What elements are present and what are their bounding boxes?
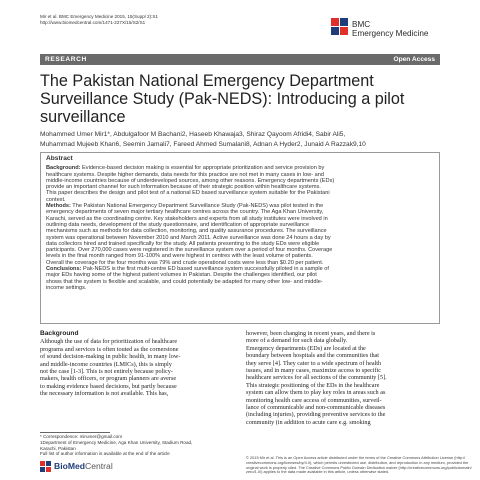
bmc-emergency-medicine-logo: [330, 14, 440, 44]
background-label: Background:: [46, 165, 81, 172]
body-line: to making evidence based decisions, but partly because: [40, 382, 177, 390]
correspondence-note[interactable]: * Correspondence: mirumer@gmail.com: [40, 434, 123, 439]
citation-url[interactable]: http://www.biomedcentral.com/1471-227X/15/S2/S1: [40, 20, 146, 25]
body-line: system can allow them to play key roles in areas such as: [246, 389, 386, 397]
author-line: Muhammad Mujeeb Khan6, Seemin Jamali7, Fareed Ahmed Sumalani8, Adnan A Hyder2, Junaid A Razzak9,10: [40, 140, 366, 148]
body-line: monitoring health care access of communities, surveil-: [246, 396, 382, 404]
abstract-line: outlining data needs, development of the study questionnaire, and identification of appropriate surveillance: [46, 221, 310, 228]
affiliation-note: 1Department of Emergency Medicine, Aga Khan University, Stadium Road,: [40, 439, 193, 445]
abstract-conclusions: [46, 266, 434, 291]
author-line: Mohammed Umer Mir1*, Abdulgafoor M Bachani2, Haseeb Khawaja3, Shiraz Qayoom Afridi4, Sabir Ali5,: [40, 131, 346, 138]
logo-line-journal: Emergency Medicine: [352, 29, 429, 38]
abstract-line: healthcare systems. Despite higher demands, data needs for this practice are not met in many cases in low- and: [46, 171, 324, 178]
biomed-central-logo: [40, 460, 130, 474]
body-line: This strategic positioning of the EDs in the healthcare: [246, 381, 380, 389]
section-heading-background: Background: [40, 330, 79, 337]
logo-name: BioMed: [54, 461, 86, 471]
abstract-line: Pak-NEDS is the first multi-centre ED based surveillance system successfully piloted in a sample of: [81, 266, 329, 273]
abstract-line: emergency departments of seven major tertiary healthcare centres across the country. The Aga Khan University,: [46, 209, 324, 216]
abstract-line: mechanisms such as methods for data collection, monitoring, and quality assurance procedures. The surveillance: [46, 228, 327, 235]
body-line: makers, health officers, or program planners are averse: [40, 375, 177, 383]
body-line: community (in addition to acute care e.g. smoking: [246, 418, 371, 426]
logo-suffix: Central: [85, 461, 113, 471]
article-title: [40, 72, 440, 126]
abstract-line: Karachi, served as the coordinating centre. Key stakeholders and experts from all study institutes were involved in: [46, 215, 328, 222]
body-line: more of a demand for such data globally.: [246, 337, 348, 345]
body-line: boundary between hospitals and the communities that: [246, 352, 380, 360]
license-line: original work is properly cited. The Creative Commons Public Domain Dedication waiver (http://creativecommons.org/publicdomain/: [246, 464, 472, 470]
article-type-banner: [40, 54, 440, 65]
citation-line: Mir et al. BMC Emergency Medicine 2015, 15(Suppl 2):S1: [40, 14, 158, 19]
bmc-logo-icon: [330, 16, 350, 38]
body-line: Emergency departments (EDs) are located at the: [246, 344, 366, 352]
abstract-line: income settings.: [46, 284, 87, 291]
license-line: zero/1.0/) applies to the data made available in this article, unless otherwise stated.: [246, 469, 390, 475]
logo-line-bmc: BMC: [352, 20, 371, 29]
body-line: and middle-income countries (LMICs), this is simply: [40, 360, 172, 368]
abstract-background: [46, 165, 434, 203]
abstract-methods: [46, 203, 434, 266]
abstract-line: participants. Over 270,000 cases were registered in the surveillance system over a period of four months. Coverage: [46, 247, 333, 254]
abstract-line: levels in the final month ranged from 91-100% and were highest in centres with the least volume of patients.: [46, 253, 313, 260]
license-notice: [246, 455, 472, 475]
body-line: (including injuries), providing preventive services to the: [246, 411, 386, 419]
body-line: programs and services is often touted as the cornerstone: [40, 345, 179, 353]
abstract-line: provide an important channel for such information because of their strategic position within healthcare systems.: [46, 184, 321, 191]
body-line: however, been changing in recent years, and there is: [246, 330, 376, 337]
conclusions-label: Conclusions:: [46, 266, 82, 273]
abstract-line: context.: [46, 196, 66, 203]
body-line: lance of communicable and non-communicable diseases: [246, 404, 386, 412]
methods-label: Methods:: [46, 203, 71, 210]
body-line: issues, and in many cases, maximize access to specific: [246, 367, 382, 375]
body-line: of sound decision-making in public health, in many low-: [40, 353, 181, 361]
abstract-line: major EDs having some of the highest patient volumes in Pakistan. Despite the challenges identified, our pilot: [46, 272, 317, 279]
abstract-line: This paper describes the design and pilot test of a national ED based surveillance system suitable for the Pakistani: [46, 190, 330, 197]
abstract-line: system was operational between November 2010 and March 2011. Active surveillance was done 24 hours a day by: [46, 234, 331, 241]
citation: [40, 14, 280, 26]
abstract-heading: Abstract: [46, 155, 73, 162]
title-line: The Pakistan National Emergency Department: [40, 72, 374, 90]
abstract-line: Evidence-based decision making is essential for appropriate prioritization and service provision by: [80, 165, 325, 172]
body-line: Although the use of data for prioritization of healthcare: [40, 338, 178, 346]
license-line: © 2015 Mir et al. This is an Open Access article distributed under the terms of the Creative Commons Attribution License (http://: [246, 455, 466, 460]
abstract-line: Overall the coverage for the four months was 79% and crude operational costs were less than $0.20 per patient.: [46, 259, 324, 266]
abstract-line: The Pakistan National Emergency Department Surveillance Study (Pak-NEDS) was pilot tested in the: [70, 203, 324, 210]
affiliation-note: Karachi, Pakistan: [40, 445, 76, 451]
body-column-right: [246, 330, 440, 426]
open-access-label: Open Access: [393, 55, 435, 63]
article-type-label: RESEARCH: [45, 55, 87, 63]
body-line: the necessary information is not available. This has,: [40, 390, 169, 398]
biomed-central-icon: [40, 461, 52, 473]
body-column-left: [40, 330, 234, 398]
body-line: not the case [1-3]. This is not entirely because policy-: [40, 368, 173, 376]
author-info-note: Full list of author information is available at the end of the article: [40, 451, 170, 457]
body-line: healthcare services for all sections of the community [5].: [246, 374, 387, 382]
page-header: [40, 14, 440, 42]
title-line: Surveillance Study (Pak-NEDS): Introducing a pilot: [40, 90, 405, 108]
title-line: surveillance: [40, 108, 126, 126]
footnote-divider: [40, 432, 110, 433]
footnotes: [40, 434, 234, 457]
license-line: creativecommons.org/licenses/by/4.0), which permits unrestricted use, distribution, and reproduction in any medium, provided the: [246, 459, 469, 465]
abstract-line: middle-income countries because of underdeveloped sources, among other reasons. Emergency departments (EDs): [46, 177, 335, 184]
author-list: [40, 130, 440, 149]
abstract-line: shows that the system is flexible and scalable, and could potentially be adapted for many other low- and middle-: [46, 278, 323, 285]
abstract-box: [40, 152, 440, 324]
body-line: they serve [4]. They cater to a wide spectrum of health: [246, 359, 382, 367]
abstract-line: data collectors hired and trained specifically for the study. All patients presenting to the study EDs were eligible: [46, 240, 320, 247]
